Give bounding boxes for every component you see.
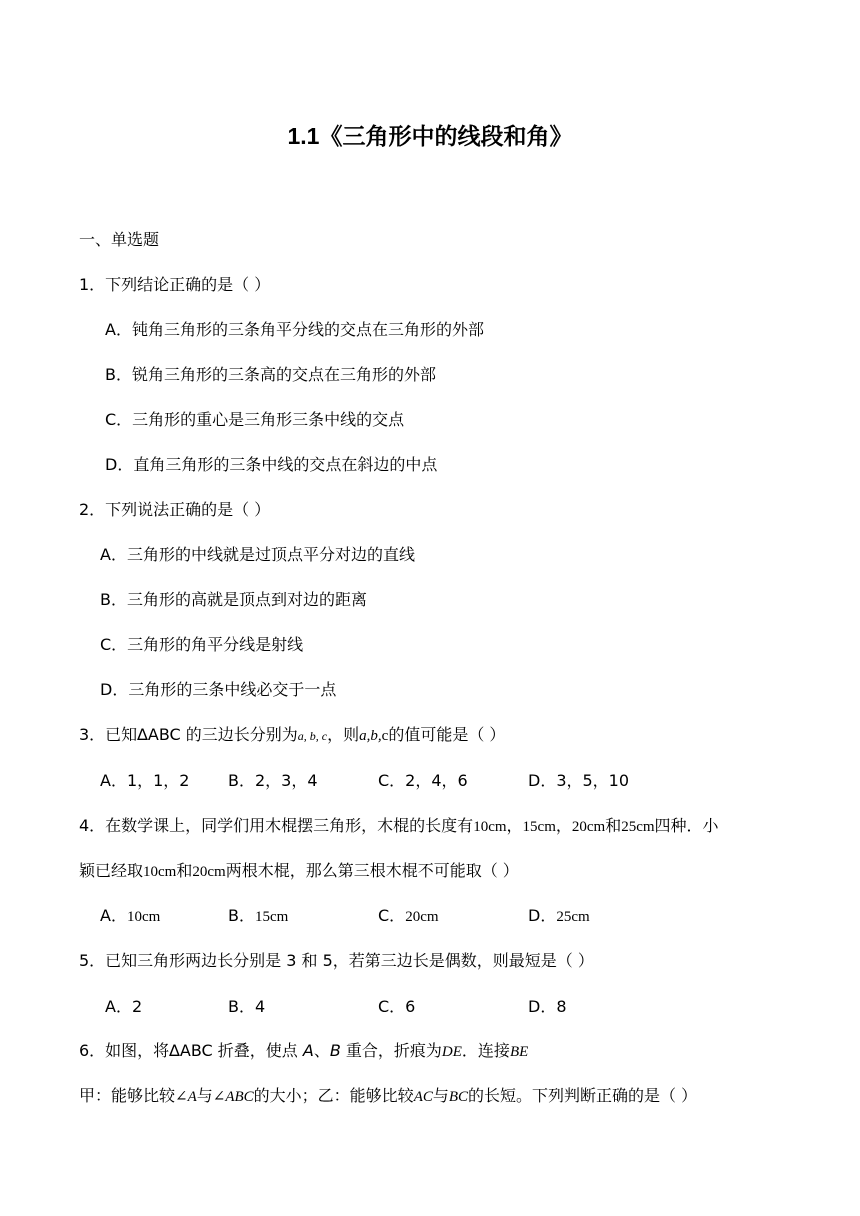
q4-length-10: 10cm (473, 819, 507, 835)
q6-text: ．连接 (461, 1041, 510, 1060)
q6-text: 6．如图，将∆ABC 折叠，使点 (79, 1041, 303, 1060)
question-1-option-b: B．锐角三角形的三条高的交点在三角形的外部 (105, 365, 436, 384)
option-value: 15cm (254, 909, 289, 925)
q4-sep: ， (506, 816, 523, 835)
q4-text: 4．在数学课上，同学们用木棍摆三角形，木棍的长度有 (79, 816, 474, 835)
q6-math-de: DE (441, 1044, 462, 1060)
question-6-stem-line-1 (79, 1040, 528, 1063)
q6-math-bc: BC (448, 1089, 469, 1105)
question-1-option-c: C．三角形的重心是三角形三条中线的交点 (105, 410, 405, 429)
q6-text: 、 (313, 1041, 330, 1060)
q6-text: 与 (432, 1086, 449, 1105)
question-4-option-a (100, 905, 160, 928)
option-value: 25cm (556, 909, 590, 925)
q6-math-be: BE (509, 1044, 529, 1060)
question-5-stem: 5．已知三角形两边长分别是 3 和 5，若第三边长是偶数，则最短是（ ） (79, 951, 594, 970)
q4-sep: ， (555, 816, 572, 835)
question-4-option-c (378, 905, 439, 928)
q6-math-angle-abc: ∠ABC (212, 1089, 254, 1105)
question-5-option-b: B．4 (228, 997, 266, 1016)
q3-text-1: 3．已知∆ABC 的三边长分别为 (79, 725, 298, 744)
question-3-option-b: B．2，3，4 (228, 771, 318, 790)
q3-text-2: ，则 (327, 725, 360, 744)
question-3-option-a: A．1，1，2 (100, 771, 190, 790)
q6-point-a: A (302, 1041, 314, 1060)
question-5-option-c: C．6 (378, 997, 416, 1016)
question-1-option-a: A．钝角三角形的三条角平分线的交点在三角形的外部 (105, 320, 484, 339)
question-2-option-b: B．三角形的高就是顶点到对边的距离 (100, 590, 367, 609)
q6-text: 甲：能够比较 (79, 1086, 176, 1105)
question-4-stem-line-1 (79, 815, 719, 838)
q3-text-3: 的值可能是（ ） (388, 725, 506, 744)
q3-math-c: c (381, 728, 389, 744)
q6-math-angle-a: ∠A (175, 1089, 197, 1105)
question-2-option-a: A．三角形的中线就是过顶点平分对边的直线 (100, 545, 415, 564)
q4-length-20: 20cm (192, 864, 226, 880)
question-3-stem (79, 724, 505, 747)
option-label: A． (100, 906, 127, 925)
q6-text: 重合，折痕为 (340, 1041, 442, 1060)
q4-length-25: 25cm (621, 819, 655, 835)
q4-text: 两根木棍，那么第三根木棍不可能取（ ） (225, 861, 519, 880)
section-heading: 一、单选题 (79, 230, 160, 249)
question-1-stem: 1．下列结论正确的是（ ） (79, 275, 271, 294)
question-6-stem-line-2 (79, 1085, 697, 1108)
option-label: D． (528, 906, 557, 925)
document-title: 1.1《三角形中的线段和角》 (287, 123, 573, 149)
question-1-option-d: D．直角三角形的三条中线的交点在斜边的中点 (105, 455, 438, 474)
option-label: B． (228, 906, 255, 925)
question-2-option-c: C．三角形的角平分线是射线 (100, 635, 304, 654)
q6-math-ac: AC (413, 1089, 433, 1105)
q6-point-b: B (329, 1041, 341, 1060)
question-4-option-d (528, 905, 590, 928)
question-4-option-b (228, 905, 288, 928)
q4-length-10: 10cm (143, 864, 177, 880)
question-5-option-d: D．8 (528, 997, 567, 1016)
option-value: 10cm (126, 909, 161, 925)
question-2-option-d: D．三角形的三条中线必交于一点 (100, 680, 337, 699)
q4-length-20: 20cm (571, 819, 606, 835)
q4-and: 和 (176, 861, 193, 880)
option-label: C． (378, 906, 406, 925)
question-3-option-d: D．3，5，10 (528, 771, 630, 790)
q4-and: 和 (605, 816, 622, 835)
question-3-option-c: C．2，4，6 (378, 771, 468, 790)
question-2-stem: 2．下列说法正确的是（ ） (79, 500, 271, 519)
q6-text: 的大小；乙：能够比较 (253, 1086, 414, 1105)
q3-math-ab: a,b, (359, 728, 382, 744)
q4-length-15: 15cm (522, 819, 556, 835)
question-4-stem-line-2 (79, 860, 519, 883)
q6-text: 与 (196, 1086, 213, 1105)
question-5-option-a: A．2 (105, 997, 143, 1016)
q3-math-abc: a, b, c (297, 729, 328, 743)
q6-text: 的长短。下列判断正确的是（ ） (468, 1086, 698, 1105)
q4-text: 颖已经取 (79, 861, 144, 880)
q4-text: 四种．小 (654, 816, 719, 835)
option-value: 20cm (405, 909, 439, 925)
